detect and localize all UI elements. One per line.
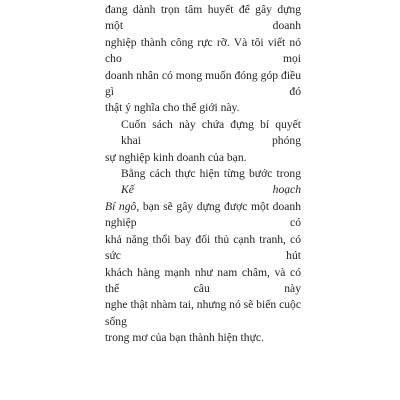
book-title-part-2: Bí ngô [105, 199, 137, 213]
paragraph-3 [105, 166, 301, 346]
text-line: trong mơ của bạn thành hiện thực. [105, 331, 264, 345]
text-line: đang dành trọn tâm huyết để gây dựng một doanh [105, 3, 301, 33]
paragraph-1 [105, 2, 301, 117]
text-run: Bằng cách thực hiện từng bước trong [121, 167, 301, 181]
text-line: sự nghiệp kinh doanh của bạn. [105, 150, 247, 164]
text-line: khách hàng mạnh như nam châm, và có thể câu này [105, 265, 301, 295]
text-line: khả năng thổi bay đối thủ cạnh tranh, có sức hút [105, 232, 301, 263]
text-line: Cuốn sách này chứa đựng bí quyết khai phóng [121, 117, 301, 148]
text-line [105, 199, 301, 232]
paragraph-2 [105, 117, 301, 166]
body-text [105, 2, 301, 347]
book-title-part-1: Kế hoạch [121, 183, 301, 197]
text-line: nghiệp thành công rực rỡ. Và tôi viết nó cho mọi [105, 35, 301, 66]
text-line: nghe thật nhàm tai, nhưng nó sẽ biến cuộc sống [105, 298, 301, 328]
text-line: thật ý nghĩa cho thế giới này. [105, 101, 240, 115]
text-run: , bạn sẽ gây dựng được một doanh nghiệp có [105, 199, 302, 230]
text-line [105, 166, 301, 199]
text-line: doanh nhân có mong muốn đóng góp điều gì đó [105, 68, 301, 99]
